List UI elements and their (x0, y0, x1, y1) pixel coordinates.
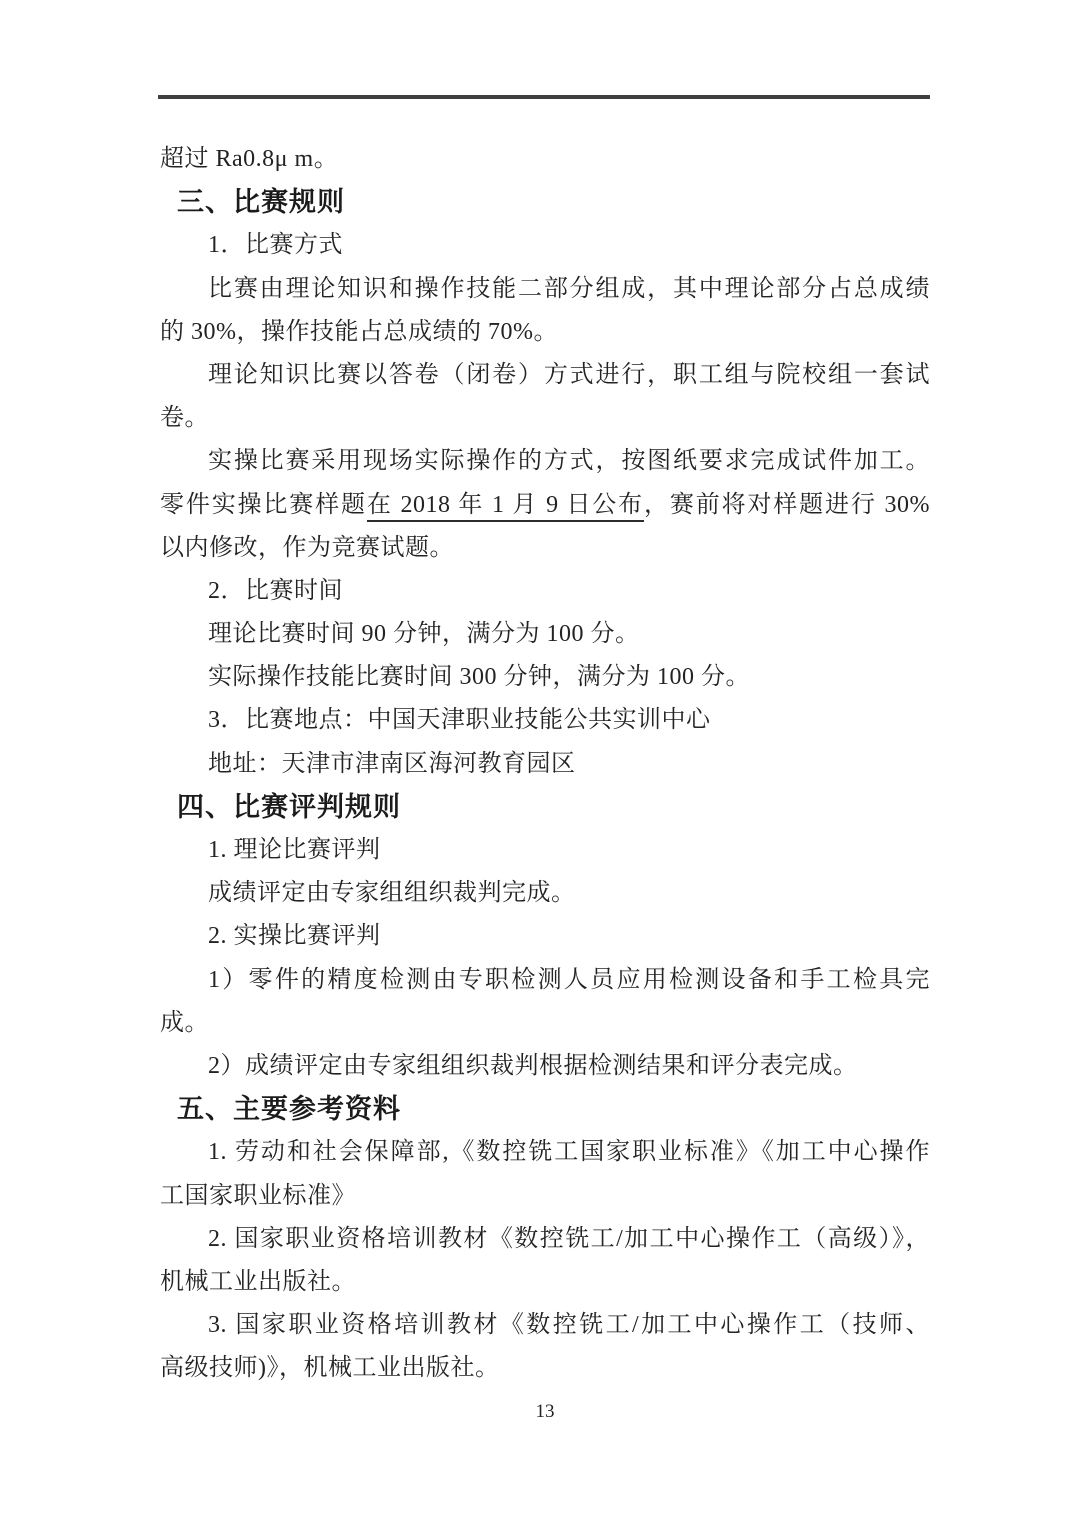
text-line: 的 30%，操作技能占总成绩的 70%。 (160, 318, 558, 345)
text-line: 实际操作技能比赛时间 300 分钟，满分为 100 分。 (208, 664, 750, 691)
text-line: 机械工业出版社。 (160, 1268, 356, 1295)
page-number: 13 (535, 1401, 555, 1423)
list-item: 2．比赛时间 (208, 577, 343, 604)
text-line: 超过 Ra0.8μ m。 (160, 146, 339, 172)
section-heading-judging: 四、比赛评判规则 (177, 791, 401, 822)
list-item: 3．比赛地点：中国天津职业技能公共实训中心 (208, 707, 711, 734)
section-heading-rules: 三、比赛规则 (177, 187, 345, 218)
text-line: 理论比赛时间 90 分钟，满分为 100 分。 (208, 621, 640, 648)
document-content (160, 138, 930, 1434)
text-line: 卷。 (160, 405, 209, 432)
text-line: 以内修改，作为竞赛试题。 (160, 534, 454, 561)
list-item: 1. 劳动和社会保障部,《数控铣工国家职业标准》《加工中心操作 (208, 1139, 930, 1166)
text-line: 实操比赛采用现场实际操作的方式，按图纸要求完成试件加工。 (208, 448, 930, 475)
text-line: 理论知识比赛以答卷（闭卷）方式进行，职工组与院校组一套试 (208, 361, 930, 388)
list-item: 1. 理论比赛评判 (208, 837, 381, 863)
text-line: 高级技师)》，机械工业出版社。 (160, 1355, 500, 1382)
text-line (160, 484, 930, 527)
text-line: 成绩评定由专家组组织裁判完成。 (208, 880, 576, 907)
underlined-date: 在 2018 年 1 月 9 日公布 (367, 492, 644, 522)
list-item: 2. 实操比赛评判 (208, 923, 381, 950)
text-line: 2）成绩评定由专家组组织裁判根据检测结果和评分表完成。 (208, 1052, 858, 1079)
header-rule-divider (158, 95, 930, 99)
list-item: 1．比赛方式 (208, 232, 343, 259)
list-item: 2. 国家职业资格培训教材《数控铣工/加工中心操作工（高级）》， (208, 1225, 930, 1252)
list-item: 3. 国家职业资格培训教材《数控铣工/加工中心操作工（技师、 (208, 1312, 930, 1339)
text-line: 成。 (160, 1009, 209, 1036)
text-line: 地址：天津市津南区海河教育园区 (208, 750, 576, 777)
text-segment: ，赛前将对样题进行 30% (644, 491, 931, 518)
section-heading-references: 五、主要参考资料 (177, 1094, 401, 1125)
text-line: 工国家职业标准》 (160, 1182, 356, 1209)
text-line: 1）零件的精度检测由专职检测人员应用检测设备和手工检具完 (208, 966, 930, 993)
text-line: 比赛由理论知识和操作技能二部分组成，其中理论部分占总成绩 (208, 275, 930, 302)
text-segment: 零件实操比赛样题 (160, 491, 367, 518)
